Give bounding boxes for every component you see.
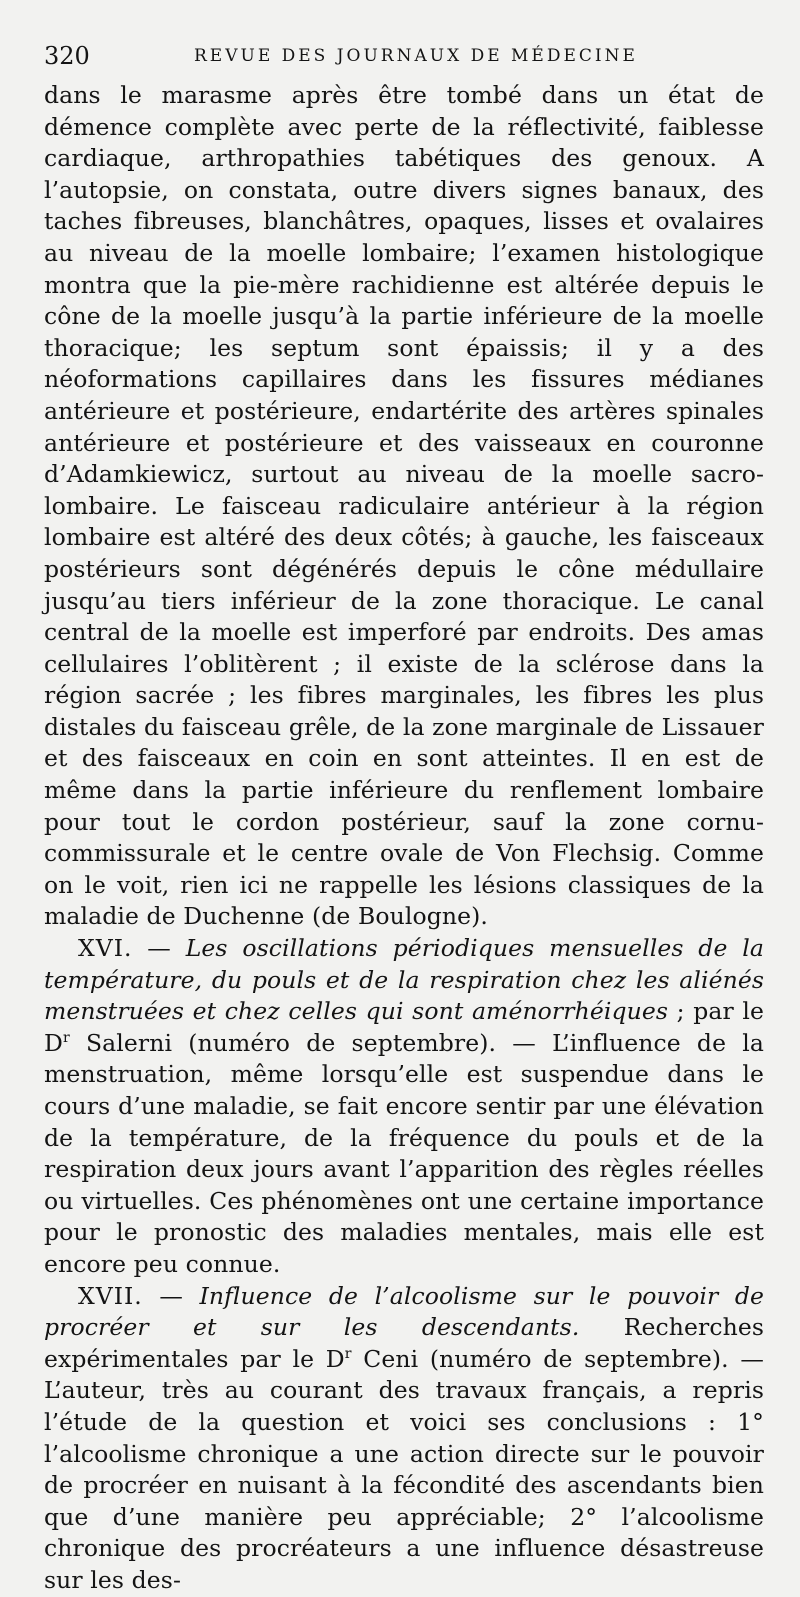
section-xvi <box>44 933 764 1281</box>
author-prefix: Recherches expérimentales par le D <box>44 1313 764 1373</box>
section-number: XVI. <box>78 934 133 963</box>
page-number: 320 <box>44 42 90 70</box>
section-dash: — <box>142 1281 200 1310</box>
author-superscript: r <box>62 1029 70 1046</box>
running-head <box>44 40 764 80</box>
section-dash: — <box>132 934 186 963</box>
author-superscript: r <box>344 1345 352 1362</box>
section-title: Les oscillations périodiques mensuelles de la température, du pouls et de la respiration chez les aliénés menstruées et chez celles qui sont aménorrhéiques <box>44 934 764 1026</box>
author-prefix: ; par le D <box>44 997 764 1057</box>
continued-paragraph: dans le marasme après être tombé dans un état de démence complète avec perte de la réflectivité, faiblesse cardiaque, arthropathies tabétiques des genoux. A l’autopsie, on constata, outre divers signes banaux, des taches fibreuses, blanchâtres, opaques, lisses et ovalaires au niveau de la moelle lombaire; l’examen histologique montra que la pie-mère rachidienne est altérée depuis le cône de la moelle jusqu’à la partie inférieure de la moelle thoracique; les septum sont épaissis; il y a des néoformations capillaires dans les fissures médianes antérieure et postérieure, endartérite des artères spinales antérieure et postérieure et des vaisseaux en couronne d’Adamkiewicz, surtout au niveau de la moelle sacro-lombaire. Le faisceau radiculaire antérieur à la région lombaire est altéré des deux côtés; à gauche, les faisceaux postérieurs sont dégénérés depuis le cône médullaire jusqu’au tiers inférieur de la zone thoracique. Le canal central de la moelle est imperforé par endroits. Des amas cellulaires l’oblitèrent ; il existe de la sclérose dans la région sacrée ; les fibres marginales, les fibres les plus distales du faisceau grêle, de la zone marginale de Lissauer et des faisceaux en coin en sont atteintes. Il en est de même dans la partie inférieure du renflement lombaire pour tout le cordon postérieur, sauf la zone cornu-commissurale et le centre ovale de Von Flechsig. Comme on le voit, rien ici ne rappelle les lésions classiques de la maladie de Duchenne (de Boulogne). <box>44 81 764 931</box>
journal-title: REVUE DES JOURNAUX DE MÉDECINE <box>194 46 638 66</box>
section-number: XVII. <box>78 1281 143 1310</box>
section-xvii <box>44 1281 764 1597</box>
section-body: Salerni (numéro de septembre). — L’influence de la menstruation, même lorsqu’elle est suspendue dans le cours d’une maladie, se fait encore sentir par une élévation de la température, de la fréquence du pouls et de la respiration deux jours avant l’apparition des règles réelles ou virtuelles. Ces phénomènes ont une certaine importance pour le pronostic des maladies mentales, mais elle est encore peu connue. <box>44 1028 764 1278</box>
section-title: Influence de l’alcoolisme sur le pouvoir de procréer et sur les descendants. <box>44 1281 764 1342</box>
section-body: Ceni (numéro de septembre). — L’auteur, très au courant des travaux français, a repris l’étude de la question et voici ses conclusions : 1° l’alcoolisme chronique a une action directe sur le pouvoir de procréer en nuisant à la fécondité des ascendants bien que d’une manière peu appréciable; 2° l’alcoolisme chronique des procréateurs a une influence désastreuse sur les des- <box>44 1344 764 1594</box>
